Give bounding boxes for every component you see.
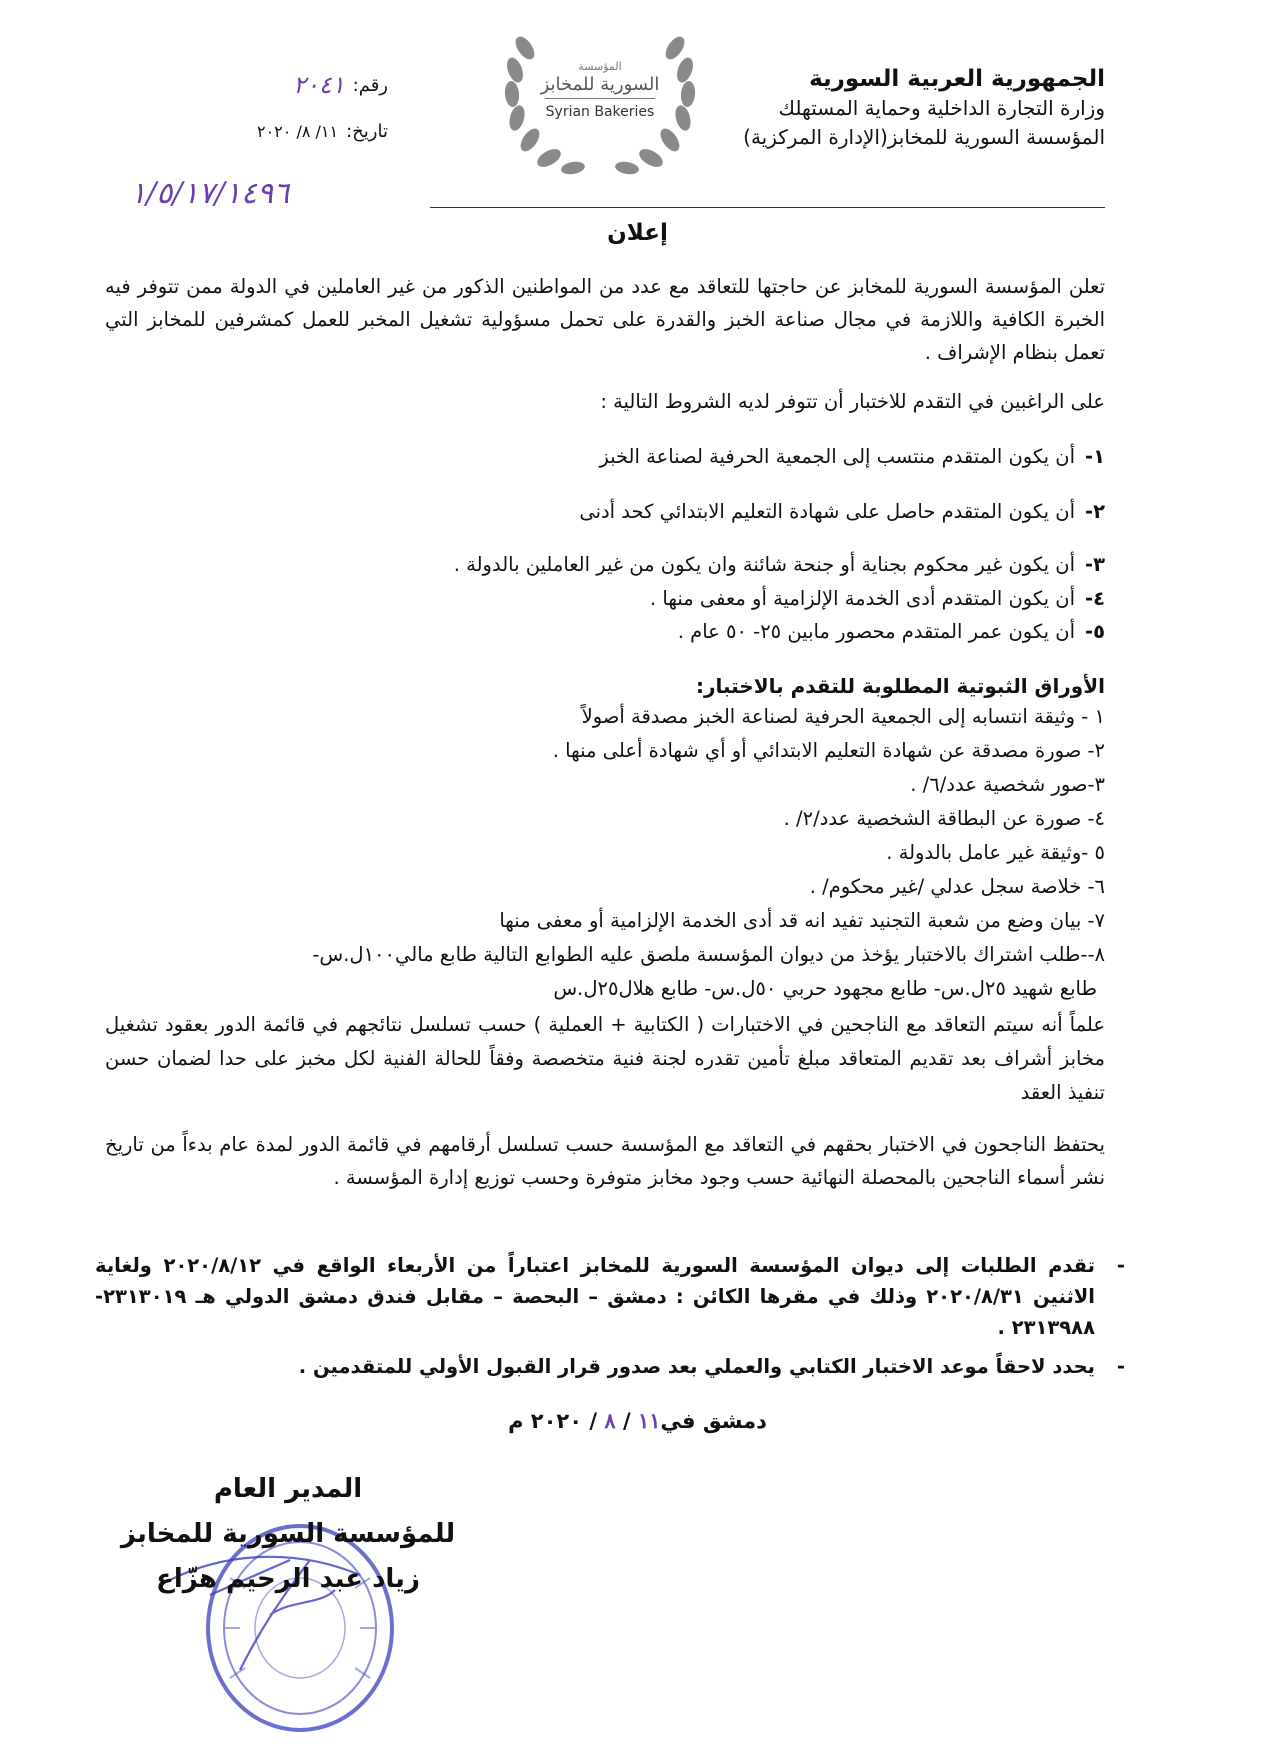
- reference-date-row: [168, 108, 388, 154]
- document-item: ٤- صورة عن البطاقة الشخصية عدد/٢/ .: [783, 807, 1105, 830]
- document-item: ٥ -وثيقة غير عامل بالدولة .: [886, 841, 1105, 864]
- conditions-intro: على الراغبين في التقدم للاختبار أن تتوفر لديه الشروط التالية :: [600, 390, 1105, 413]
- date-prefix: دمشق في: [660, 1409, 767, 1433]
- syrian-bakeries-logo: [485, 8, 715, 183]
- signatory-title: المدير العام: [213, 1474, 363, 1504]
- condition-number: ٥-: [1085, 620, 1105, 643]
- signatory-name: زياد عبد الرحيم هزّاع: [156, 1564, 420, 1594]
- condition-number: ٣-: [1085, 553, 1105, 576]
- document-item: ٣-صور شخصية عدد/٦/ .: [910, 773, 1105, 796]
- condition-text: أن يكون المتقدم منتسب إلى الجمعية الحرفية لصناعة الخبز: [599, 445, 1075, 468]
- note-text: تقدم الطلبات إلى ديوان المؤسسة السورية للمخابز اعتباراً من الأربعاء الواقع في ٢٠٢٠/٨/١٢ ولغاية الاثنين ٢٠٢٠/٨/٣١ وذلك في مقرها الكائن : دمشق – البحصة – مقابل فندق دمشق الدولي هـ ٢٣١٣٠١٩- ٢٣١٣٩٨٨ .: [95, 1254, 1095, 1339]
- note-text: يحدد لاحقاً موعد الاختبار الكتابي والعملي بعد صدور قرار القبول الأولي للمتقدمين .: [298, 1355, 1095, 1378]
- condition-text: أن يكون المتقدم حاصل على شهادة التعليم الابتدائي كحد أدنى: [579, 500, 1075, 523]
- condition-number: ٢-: [1085, 500, 1105, 523]
- documents-heading: الأوراق الثبوتية المطلوبة للتقدم بالاختبار:: [695, 674, 1105, 698]
- document-item: ٦- خلاصة سجل عدلي /غير محكوم/ .: [809, 875, 1105, 898]
- note-bullet: -: [1116, 1355, 1125, 1378]
- logo-arabic-name: السورية للمخابز: [540, 74, 660, 95]
- retention-paragraph: يحتفظ الناجحون في الاختبار بحقهم في التعاقد مع المؤسسة حسب تسلسل أرقامهم في قائمة الدور لمدة عام بدءاً من تاريخ نشر أسماء الناجحين بالمحصلة النهائية حسب وجود مخابز متوفرة وحسب توزيع إدارة المؤسسة .: [105, 1133, 1105, 1189]
- note-item: [95, 1351, 1125, 1382]
- date-year: ٢٠٢٠ م: [508, 1409, 583, 1433]
- issue-date-line: [0, 1408, 1275, 1433]
- condition-number: ٤-: [1085, 587, 1105, 610]
- registry-number-handwritten: ١/٥/١٧/١٤٩٦: [130, 176, 290, 211]
- reference-date-label: تاريخ:: [346, 120, 388, 142]
- logo-english-name: Syrian Bakeries: [545, 104, 655, 120]
- reference-block: [168, 62, 388, 154]
- document-item: ٨--طلب اشتراك بالاختبار يؤخذ من ديوان المؤسسة ملصق عليه الطوابع التالية طابع مالي١٠٠ل.س-: [312, 943, 1105, 966]
- condition-item: [105, 587, 1105, 610]
- condition-item: [105, 553, 1105, 576]
- date-month: ٨: [604, 1408, 616, 1433]
- condition-item: [105, 445, 1105, 468]
- contract-paragraph: علماً أنه سيتم التعاقد مع الناجحين في الاختبارات ( الكتابية + العملية ) حسب تسلسل نتائجهم في قائمة الدور بعقود تشغيل مخابز أشراف بعد تقديم المتعاقد مبلغ تأمين تقدره لجنة فنية متخصصة وفقاً للحالة الفنية لكل مخبز على حدا لضمان حسن تنفيذ العقد: [105, 1013, 1105, 1104]
- signature-block: [118, 1467, 458, 1602]
- header-divider: [430, 207, 1105, 208]
- reference-date-value: ١١/ ٨/ ٢٠٢٠: [256, 121, 339, 141]
- condition-item: [105, 500, 1105, 523]
- reference-number-value: ٢٠٤١: [293, 71, 345, 99]
- date-separator: /: [582, 1409, 605, 1433]
- note-bullet: -: [1116, 1254, 1125, 1277]
- condition-text: أن يكون المتقدم أدى الخدمة الإلزامية أو معفى منها .: [650, 587, 1075, 610]
- ministry-name: وزارة التجارة الداخلية وحماية المستهلك: [778, 96, 1105, 120]
- condition-text: أن يكون غير محكوم بجناية أو جنحة شائنة وان يكون من غير العاملين بالدولة .: [453, 553, 1075, 576]
- logo-divider: [545, 98, 655, 99]
- document-item: ٧- بيان وضع من شعبة التجنيد تفيد انه قد أدى الخدمة الإلزامية أو معفى منها: [499, 909, 1105, 932]
- condition-item: [105, 620, 1105, 643]
- date-separator: /: [615, 1409, 638, 1433]
- condition-number: ١-: [1085, 445, 1105, 468]
- country-name: الجمهورية العربية السورية: [809, 66, 1105, 92]
- intro-paragraph: تعلن المؤسسة السورية للمخابز عن حاجتها للتعاقد مع عدد من المواطنين الذكور من غير العاملين في الدولة ممن تتوفر فيه الخبرة الكافية واللازمة في مجال صناعة الخبز والقدرة على تحمل مسؤولية تشغيل المخبر للعمل كمشرفين للمخابز التي تعمل بنظام الإشراف .: [105, 275, 1105, 364]
- reference-number-row: [168, 62, 388, 108]
- condition-text: أن يكون عمر المتقدم محصور مابين ٢٥- ٥٠ عام .: [677, 620, 1075, 643]
- date-day: ١١: [637, 1408, 661, 1433]
- institution-name: المؤسسة السورية للمخابز(الإدارة المركزية): [743, 125, 1105, 149]
- notes-list: [95, 1250, 1125, 1382]
- logo-small-text: المؤسسة: [578, 60, 622, 73]
- laurel-wreath-icon: [485, 8, 715, 183]
- ministry-header: [705, 65, 1105, 152]
- document-item: ١ - وثيقة انتسابه إلى الجمعية الحرفية لصناعة الخبز مصدقة أصولاً: [581, 705, 1105, 728]
- announcement-title: إعلان: [607, 220, 668, 246]
- document-item-continuation: طابع شهيد ٢٥ل.س- طابع مجهود حربي ٥٠ل.س- طابع هلال٢٥ل.س: [553, 977, 1097, 1000]
- signatory-organization: للمؤسسة السورية للمخابز: [120, 1519, 456, 1549]
- document-item: ٢- صورة مصدقة عن شهادة التعليم الابتدائي أو أي شهادة أعلى منها .: [552, 739, 1105, 762]
- note-item: [95, 1250, 1125, 1343]
- documents-list: [105, 700, 1105, 1006]
- reference-number-label: رقم:: [352, 74, 388, 96]
